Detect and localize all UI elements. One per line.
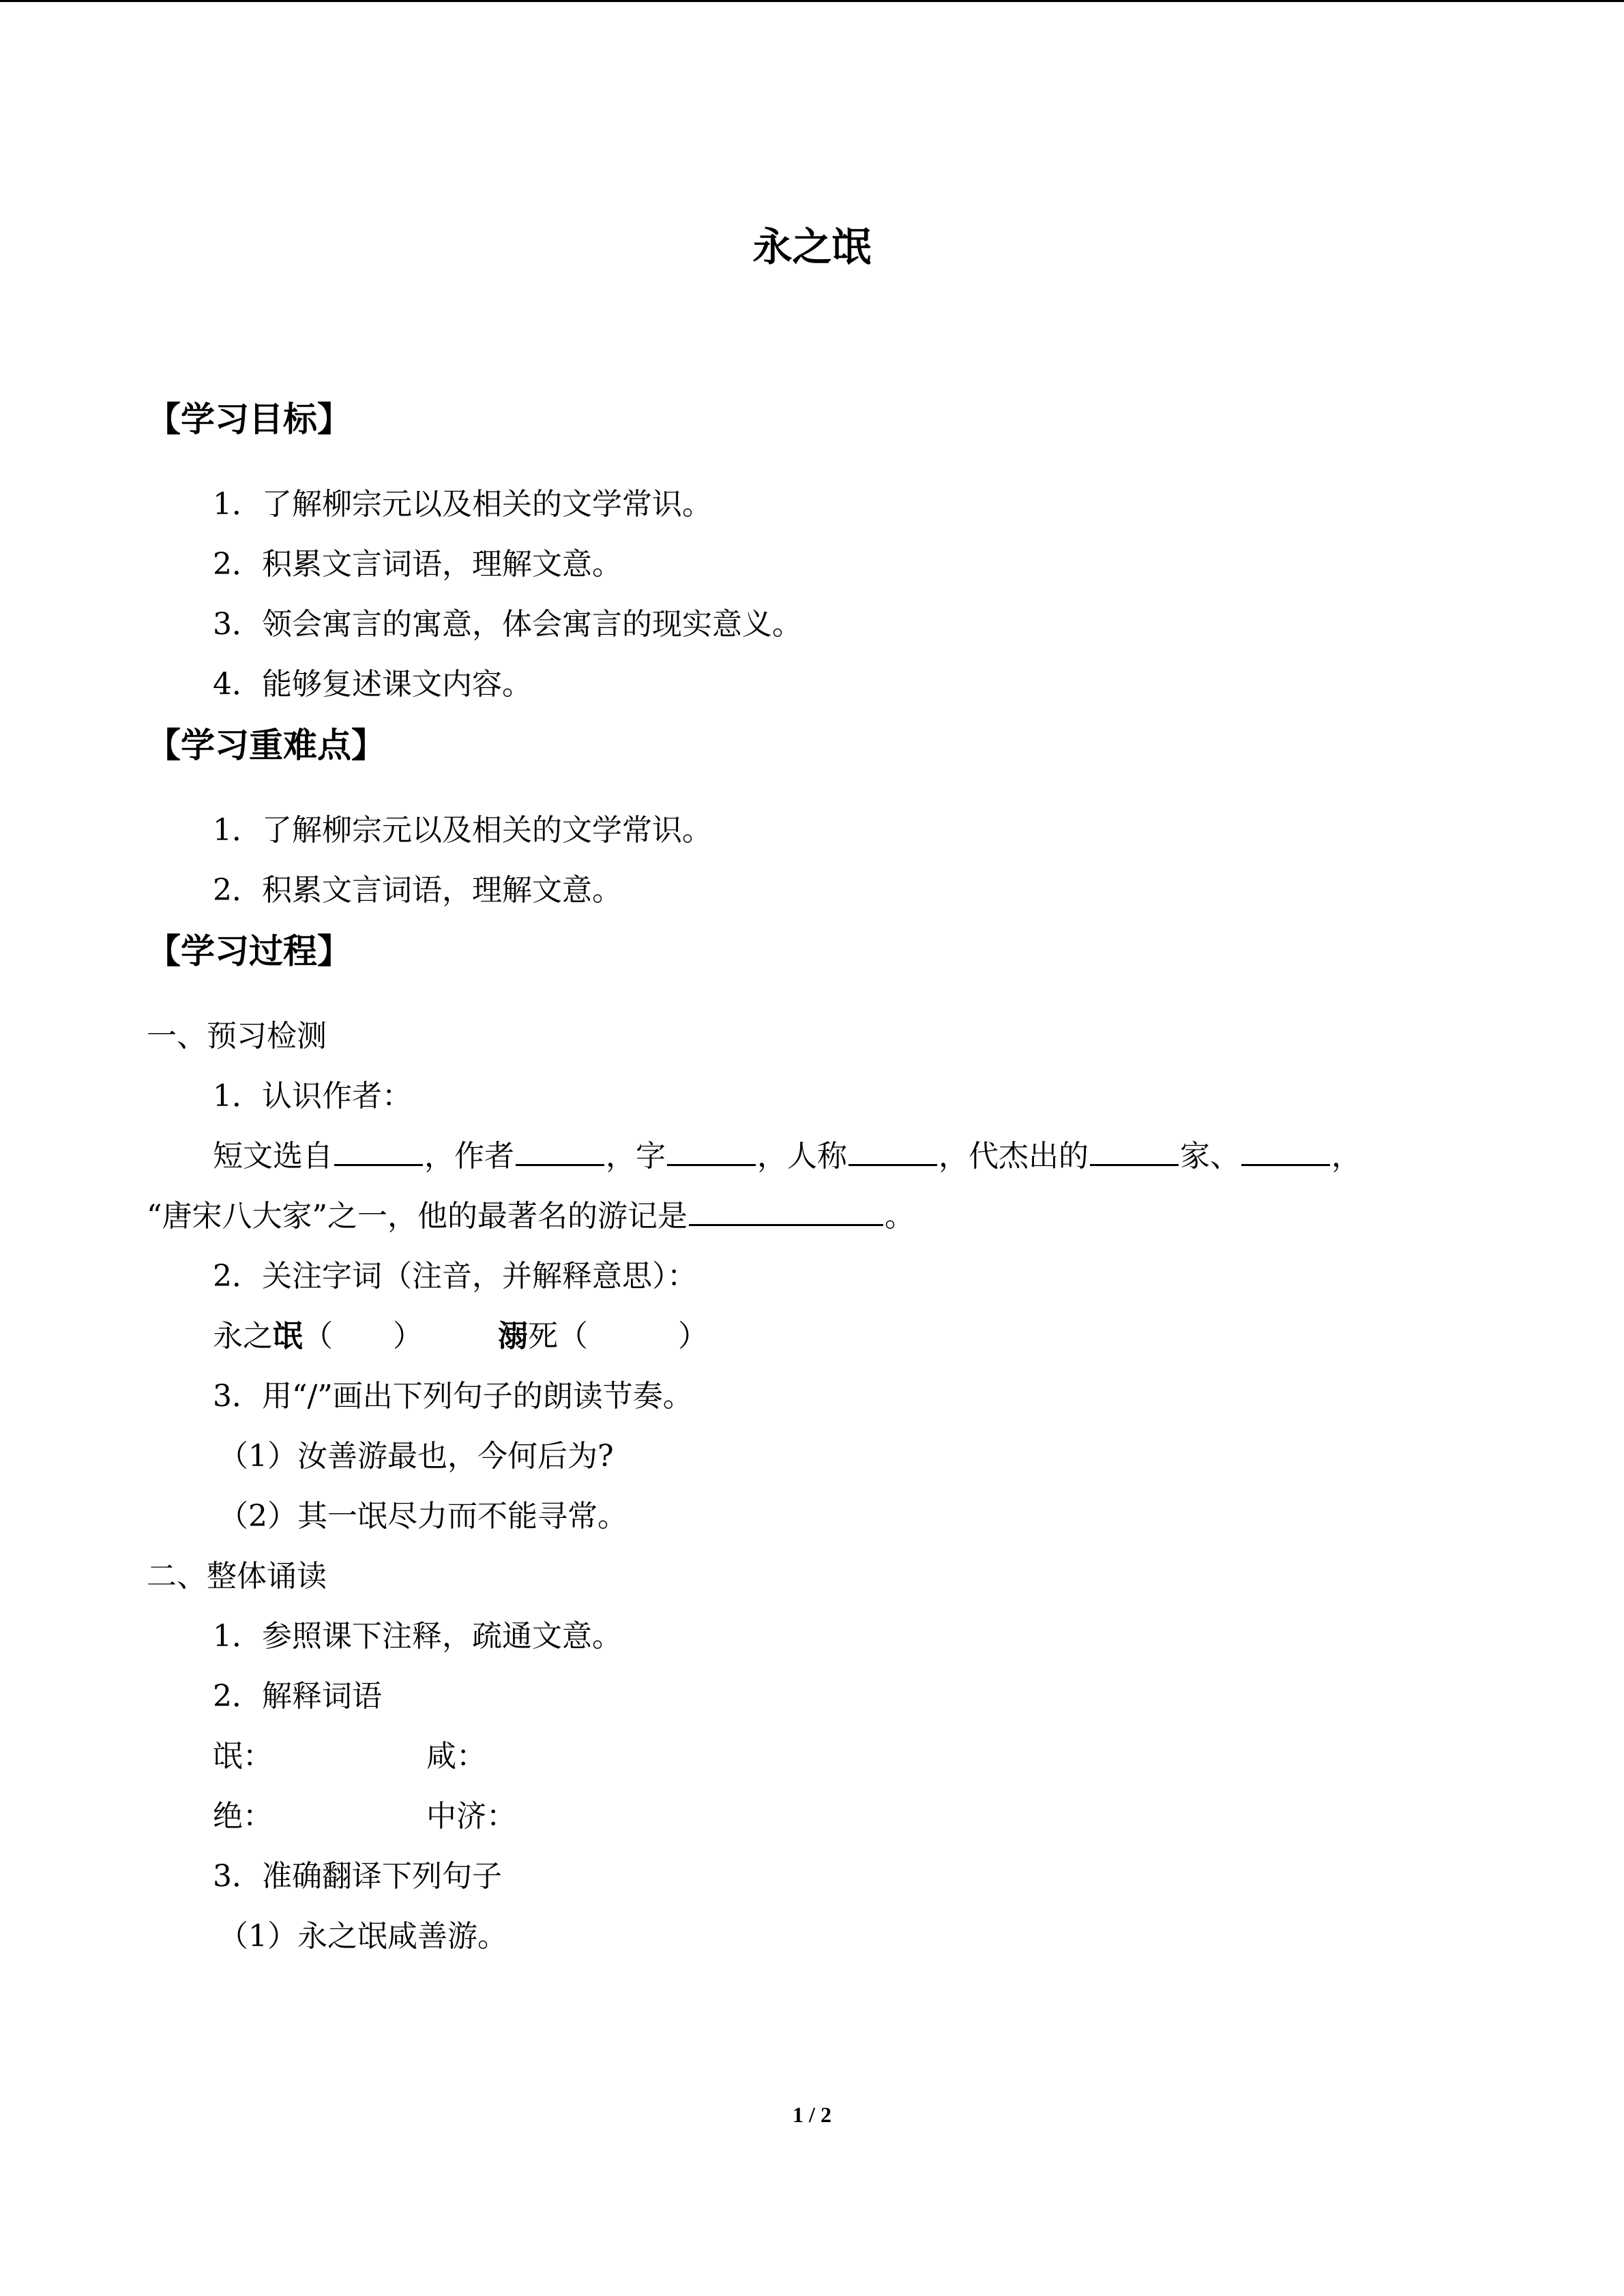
key-point-item: 2．积累文言词语，理解文意。 xyxy=(213,873,622,908)
fill-blank[interactable] xyxy=(667,1163,756,1166)
page-number: 1 / 2 xyxy=(793,2102,831,2127)
word-text: 死 xyxy=(528,1319,558,1354)
word-paren: （ ） xyxy=(303,1319,423,1354)
objective-item: 2．积累文言词语，理解文意。 xyxy=(213,547,622,582)
fill-text: ，代杰出的 xyxy=(939,1139,1089,1174)
objective-item: 1．了解柳宗元以及相关的文学常识。 xyxy=(213,487,712,522)
part2-question-2: 2．解释词语 xyxy=(213,1679,382,1714)
part1-heading: 一、预习检测 xyxy=(147,1019,327,1054)
fill-text: 。 xyxy=(885,1199,915,1234)
author-fill-line-2 xyxy=(147,1191,915,1235)
fill-text: ，字 xyxy=(606,1139,666,1174)
term-label: 绝： xyxy=(213,1799,273,1834)
section-heading-process: 【学习过程】 xyxy=(147,931,351,971)
author-fill-line xyxy=(213,1131,1361,1175)
word-text: 永之 xyxy=(213,1319,273,1354)
part1-question-3: 3．用“/”画出下列句子的朗读节奏。 xyxy=(213,1379,693,1414)
document-title: 永之氓 xyxy=(752,224,872,270)
fill-text: ， xyxy=(1331,1139,1361,1174)
fill-text: 短文选自 xyxy=(213,1139,333,1174)
fill-text: ，人称 xyxy=(757,1139,847,1174)
translate-sentence: （1）永之氓咸善游。 xyxy=(218,1919,507,1954)
key-point-item: 1．了解柳宗元以及相关的文学常识。 xyxy=(213,813,712,848)
fill-blank[interactable] xyxy=(1090,1163,1179,1166)
section-heading-key-points: 【学习重难点】 xyxy=(147,726,385,765)
fill-text: 家、 xyxy=(1180,1139,1240,1174)
word-annotation-line xyxy=(213,1311,708,1355)
term-label: 中济： xyxy=(426,1799,516,1834)
part2-question-3: 3．准确翻译下列句子 xyxy=(213,1859,502,1894)
part1-question-1: 1．认识作者： xyxy=(213,1079,412,1114)
section-heading-objectives: 【学习目标】 xyxy=(147,400,351,439)
part2-question-1: 1．参照课下注释，疏通文意。 xyxy=(213,1619,622,1654)
rhythm-sentence: （2）其一氓尽力而不能寻常。 xyxy=(218,1499,628,1534)
term-label: 氓： xyxy=(213,1739,273,1774)
fill-blank[interactable] xyxy=(1241,1163,1330,1166)
word-bold: 溺 xyxy=(498,1319,528,1354)
fill-blank[interactable] xyxy=(334,1163,423,1166)
word-bold: 氓 xyxy=(273,1319,303,1354)
fill-blank[interactable] xyxy=(689,1223,883,1226)
fill-text: “唐宋八大家”之一，他的最著名的游记是 xyxy=(147,1199,688,1234)
term-label: 咸： xyxy=(426,1739,486,1774)
fill-text: ，作者 xyxy=(424,1139,514,1174)
part1-question-2: 2．关注字词（注音，并解释意思）： xyxy=(213,1259,697,1294)
objective-item: 4．能够复述课文内容。 xyxy=(213,667,532,702)
word-paren: （ ） xyxy=(558,1319,708,1354)
fill-blank[interactable] xyxy=(848,1163,937,1166)
rhythm-sentence: （1）汝善游最也，今何后为? xyxy=(218,1439,614,1474)
objective-item: 3．领会寓言的寓意，体会寓言的现实意义。 xyxy=(213,607,802,642)
fill-blank[interactable] xyxy=(516,1163,604,1166)
part2-heading: 二、整体诵读 xyxy=(147,1559,327,1594)
